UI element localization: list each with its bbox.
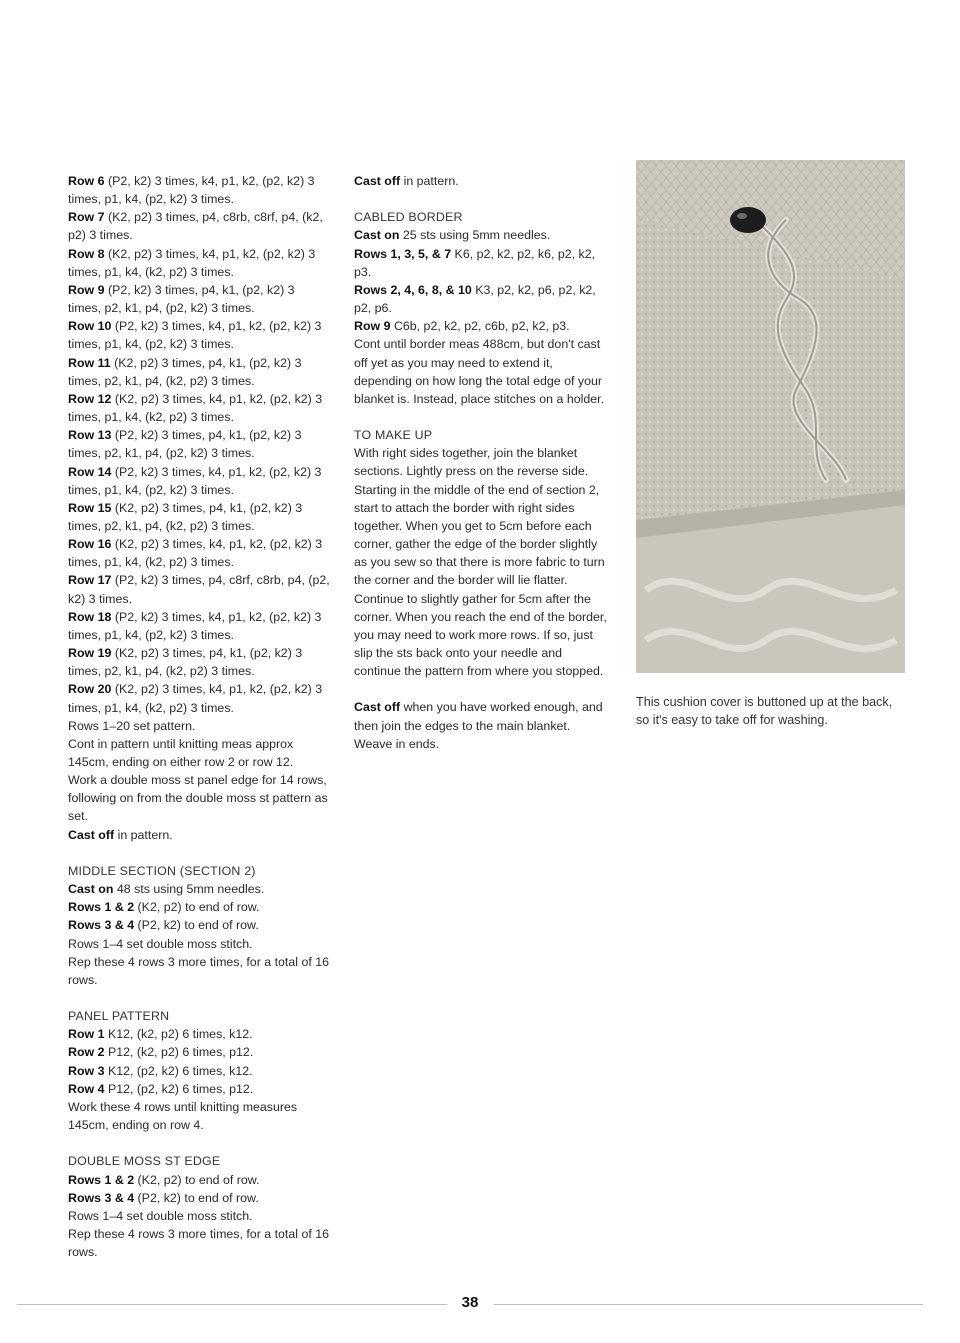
cushion-photo bbox=[636, 160, 905, 673]
instruction-text: (P2, k2) 3 times, k4, p1, k2, (p2, k2) 3 times, p1, k4, (p2, k2) 3 times. bbox=[68, 174, 315, 207]
instruction-line bbox=[68, 499, 330, 535]
instruction-text: Cont until border meas 488cm, but don't cast off yet as you may need to extend it, depending on how long the total edge of your blanket is. Instead, place stitches on a holder. bbox=[354, 337, 605, 406]
instruction-text: With right sides together, join the blanket sections. Lightly press on the reverse side. bbox=[354, 446, 589, 479]
row-label: Cast on bbox=[68, 882, 114, 897]
page-number: 38 bbox=[461, 1294, 479, 1311]
row-label: Row 10 bbox=[68, 319, 112, 334]
instruction-text: Rows 1–4 set double moss stitch. bbox=[68, 1208, 253, 1223]
instruction-text: Work these 4 rows until knitting measures 145cm, ending on row 4. bbox=[68, 1099, 298, 1133]
instruction-text: K12, (k2, p2) 6 times, k12. bbox=[104, 1027, 253, 1042]
spacer bbox=[68, 989, 330, 1007]
instruction-line bbox=[68, 463, 330, 499]
row-label: Rows 3 & 4 bbox=[68, 1190, 135, 1205]
knitted-cushion-image bbox=[636, 160, 905, 673]
spacer bbox=[354, 680, 612, 698]
instruction-line bbox=[68, 898, 330, 916]
instruction-line bbox=[68, 317, 330, 353]
instruction-line bbox=[68, 717, 330, 735]
spacer bbox=[354, 408, 612, 426]
section-heading: MIDDLE SECTION (SECTION 2) bbox=[68, 863, 256, 878]
instruction-text: P12, (p2, k2) 6 times, p12. bbox=[104, 1081, 254, 1096]
instruction-text: (P2, k2) 3 times, k4, p1, k2, (p2, k2) 3 times, p1, k4, (p2, k2) 3 times. bbox=[68, 464, 322, 497]
instruction-text: (K2, p2) 3 times, p4, k1, (p2, k2) 3 times, p2, k1, p4, (k2, p2) 3 times. bbox=[68, 646, 303, 679]
instruction-text: (K2, p2) to end of row. bbox=[134, 1172, 260, 1187]
section-heading: DOUBLE MOSS ST EDGE bbox=[68, 1154, 221, 1169]
instruction-line bbox=[68, 354, 330, 390]
instruction-text: (P2, k2) to end of row. bbox=[134, 1190, 259, 1205]
instruction-line bbox=[68, 1025, 330, 1043]
instruction-text: (P2, k2) 3 times, k4, p1, k2, (p2, k2) 3 times, p1, k4, (p2, k2) 3 times. bbox=[68, 609, 322, 642]
row-label: Rows 2, 4, 6, 8, & 10 bbox=[354, 282, 472, 297]
instruction-text: (P2, k2) 3 times, p4, c8rf, c8rb, p4, (p2, k2) 3 times. bbox=[68, 573, 330, 606]
footer-rule-right bbox=[494, 1304, 923, 1305]
instruction-line bbox=[68, 571, 330, 607]
instruction-text: (K2, p2) 3 times, k4, p1, k2, (p2, k2) 3 times, p1, k4, (k2, p2) 3 times. bbox=[68, 682, 323, 715]
photo-caption: This cushion cover is buttoned up at the back, so it's easy to take off for washing. bbox=[636, 694, 893, 727]
instruction-text: (K2, p2) 3 times, p4, k1, (p2, k2) 3 times, p2, k1, p4, (k2, p2) 3 times. bbox=[68, 500, 303, 533]
instruction-text: (K2, p2) 3 times, k4, p1, k2, (p2, k2) 3 times, p1, k4, (k2, p2) 3 times. bbox=[68, 537, 323, 570]
instruction-text: K6, p2, k2, p2, k6, p2, k2, p3. bbox=[354, 246, 596, 279]
instruction-line bbox=[354, 335, 612, 408]
section-heading: TO MAKE UP bbox=[354, 428, 433, 443]
row-label: Cast off bbox=[354, 174, 401, 188]
instruction-line bbox=[68, 826, 330, 844]
instruction-line bbox=[68, 1189, 330, 1207]
row-label: Row 9 bbox=[354, 319, 391, 334]
instruction-line bbox=[68, 1171, 330, 1189]
instruction-line bbox=[68, 390, 330, 426]
instruction-line bbox=[68, 953, 330, 989]
row-label: Row 6 bbox=[68, 174, 105, 188]
instruction-line bbox=[68, 680, 330, 716]
instruction-text: P12, (k2, p2) 6 times, p12. bbox=[104, 1045, 254, 1060]
instruction-text: (P2, k2) 3 times, p4, k1, (p2, k2) 3 times, p2, k1, p4, (p2, k2) 3 times. bbox=[68, 428, 302, 461]
instruction-line bbox=[354, 281, 612, 317]
instruction-text: Rows 1–4 set double moss stitch. bbox=[68, 936, 253, 951]
instruction-line bbox=[68, 1062, 330, 1080]
row-label: Cast off bbox=[68, 827, 115, 842]
instruction-line bbox=[68, 735, 330, 771]
instruction-line bbox=[354, 172, 612, 190]
instruction-text: (P2, k2) 3 times, p4, k1, (p2, k2) 3 times, p2, k1, p4, (p2, k2) 3 times. bbox=[68, 282, 295, 316]
row-label: Row 14 bbox=[68, 464, 112, 479]
instruction-text: K12, (p2, k2) 6 times, k12. bbox=[104, 1063, 253, 1078]
instruction-line bbox=[68, 608, 330, 644]
row-label: Rows 1 & 2 bbox=[68, 900, 135, 915]
instruction-line bbox=[68, 916, 330, 934]
instruction-text: (P2, k2) 3 times, k4, p1, k2, (p2, k2) 3 times, p1, k4, (p2, k2) 3 times. bbox=[68, 319, 322, 352]
instruction-text: Rep these 4 rows 3 more times, for a total of 16 rows. bbox=[68, 1227, 330, 1260]
instruction-line bbox=[68, 771, 330, 825]
instruction-text: Cont in pattern until knitting meas approx 145cm, ending on either row 2 or row 12. bbox=[68, 736, 294, 769]
instruction-text: (K2, p2) 3 times, k4, p1, k2, (p2, k2) 3 times, p1, k4, (k2, p2) 3 times. bbox=[68, 391, 323, 425]
instruction-text: (K2, p2) 3 times, p4, c8rb, c8rf, p4, (k2, p2) 3 times. bbox=[68, 210, 323, 243]
instruction-line bbox=[68, 426, 330, 462]
row-label: Row 11 bbox=[68, 355, 111, 370]
instruction-text: (K2, p2) to end of row. bbox=[134, 900, 260, 915]
section-heading: PANEL PATTERN bbox=[68, 1009, 170, 1024]
instruction-text: (K2, p2) 3 times, p4, k1, (p2, k2) 3 times, p2, k1, p4, (k2, p2) 3 times. bbox=[68, 355, 302, 388]
row-label: Row 2 bbox=[68, 1045, 105, 1060]
instruction-text: in pattern. bbox=[114, 827, 173, 842]
row-label: Row 8 bbox=[68, 246, 105, 261]
row-label: Rows 1 & 2 bbox=[68, 1172, 135, 1187]
instruction-text: 48 sts using 5mm needles. bbox=[113, 882, 265, 897]
row-label: Row 13 bbox=[68, 428, 112, 443]
instruction-line bbox=[68, 1098, 330, 1134]
instruction-text: 25 sts using 5mm needles. bbox=[399, 228, 551, 243]
row-label: Row 12 bbox=[68, 391, 112, 406]
row-label: Rows 3 & 4 bbox=[68, 918, 135, 933]
row-label: Cast on bbox=[354, 228, 400, 243]
row-label: Row 15 bbox=[68, 500, 112, 515]
instruction-text: when you have worked enough, and then join the edges to the main blanket. Weave in ends. bbox=[354, 700, 603, 751]
row-label: Row 9 bbox=[68, 282, 105, 297]
row-label: Row 3 bbox=[68, 1063, 105, 1078]
row-label: Rows 1, 3, 5, & 7 bbox=[354, 246, 452, 261]
instruction-text: Work a double moss st panel edge for 14 rows, following on from the double moss st pattern as set. bbox=[68, 773, 328, 824]
instruction-line bbox=[68, 644, 330, 680]
instruction-line bbox=[68, 535, 330, 571]
pattern-column-left bbox=[68, 172, 330, 1261]
row-label: Row 1 bbox=[68, 1027, 105, 1042]
spacer bbox=[68, 844, 330, 862]
instruction-line bbox=[68, 880, 330, 898]
instruction-text: C6b, p2, k2, p2, c6b, p2, k2, p3. bbox=[390, 319, 570, 334]
row-label: Row 17 bbox=[68, 573, 112, 588]
instruction-line bbox=[68, 935, 330, 953]
footer-rule-left bbox=[17, 1304, 447, 1305]
instruction-line bbox=[68, 245, 330, 281]
instruction-text: (P2, k2) to end of row. bbox=[134, 918, 259, 933]
row-label: Row 4 bbox=[68, 1081, 105, 1096]
spacer bbox=[68, 1134, 330, 1152]
row-label: Cast off bbox=[354, 700, 401, 715]
instruction-line bbox=[354, 245, 612, 281]
instruction-line bbox=[68, 281, 330, 317]
row-label: Row 18 bbox=[68, 609, 112, 624]
instruction-line bbox=[68, 1080, 330, 1098]
instruction-line bbox=[354, 444, 612, 480]
instruction-line bbox=[354, 226, 612, 244]
instruction-line bbox=[68, 208, 330, 244]
section-heading: CABLED BORDER bbox=[354, 210, 463, 225]
instruction-text: (K2, p2) 3 times, k4, p1, k2, (p2, k2) 3 times, p1, k4, (k2, p2) 3 times. bbox=[68, 246, 316, 279]
instruction-line bbox=[68, 172, 330, 208]
instruction-text: Rep these 4 rows 3 more times, for a total of 16 rows. bbox=[68, 954, 330, 987]
spacer bbox=[354, 190, 612, 208]
row-label: Row 19 bbox=[68, 646, 112, 661]
instruction-line bbox=[68, 1043, 330, 1061]
instruction-line bbox=[354, 481, 612, 681]
instruction-line bbox=[354, 698, 612, 752]
instruction-line bbox=[68, 1207, 330, 1225]
row-label: Row 16 bbox=[68, 537, 112, 552]
instruction-text: K3, p2, k2, p6, p2, k2, p2, p6. bbox=[354, 282, 596, 316]
instruction-text: in pattern. bbox=[400, 174, 459, 188]
row-label: Row 20 bbox=[68, 682, 112, 697]
instruction-text: Rows 1–20 set pattern. bbox=[68, 718, 196, 733]
pattern-column-middle bbox=[354, 172, 612, 753]
instruction-text: Starting in the middle of the end of section 2, start to attach the border with right sides together. When you get to 5cm before each corner, gather the edge of the border slightly as you sew so that there is more fabric to turn the corner and the border will lie flatter. Continue to slightly gather for 5cm after the corner. When you reach the end of the border, you may need to work more rows. If so, just slip the sts back onto your needle and continue the pattern from where you stopped. bbox=[354, 482, 607, 679]
instruction-line bbox=[68, 1225, 330, 1261]
row-label: Row 7 bbox=[68, 210, 105, 225]
instruction-line bbox=[354, 317, 612, 335]
